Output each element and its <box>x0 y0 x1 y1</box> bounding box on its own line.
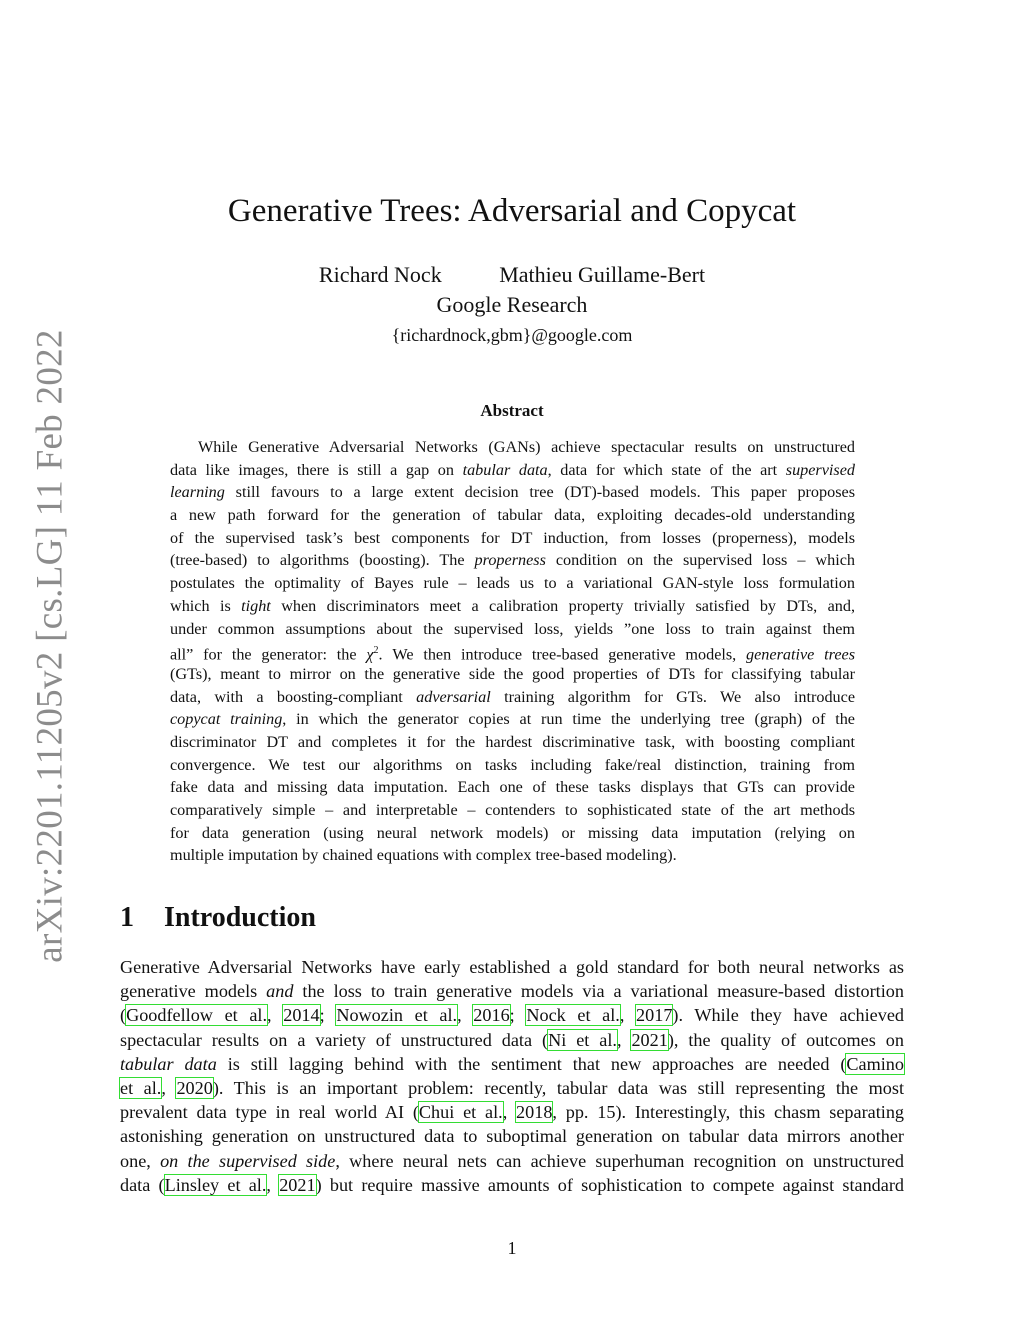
abstract-line: convergence. We test our algorithms on tasks including fake/real distinction, training from <box>170 755 855 774</box>
paragraph-line: one, on the supervised side, where neural nets can achieve superhuman recognition on unstructured <box>120 1150 905 1171</box>
citation-link[interactable]: 2021 <box>279 1174 316 1195</box>
paragraph-line: (Goodfellow et al., 2014; Nowozin et al., 2016; Nock et al., 2017). While they have achieved <box>120 1005 904 1026</box>
citation-link[interactable]: Nock et al. <box>526 1005 620 1026</box>
citation-link[interactable]: 2016 <box>473 1005 510 1026</box>
abstract-line: (tree-based) to algorithms (boosting). The properness condition on the supervised loss – which <box>170 551 855 570</box>
citation-link[interactable]: Nowozin et al. <box>336 1005 458 1026</box>
emphasis-text: tight <box>241 596 271 615</box>
affiliation: Google Research <box>436 292 588 317</box>
section-heading <box>120 900 316 936</box>
paragraph-line: Generative Adversarial Networks have early established a gold standard for both neural networks as <box>120 957 904 977</box>
abstract-line: for data generation (using neural network models) or missing data imputation (relying on <box>170 823 855 842</box>
citation-link[interactable]: 2018 <box>516 1102 553 1123</box>
paragraph-line: et al., 2020). This is an important problem: recently, tabular data was still representing the most <box>120 1077 904 1098</box>
abstract-line: of the supervised task’s best components for DT induction, from losses (properness), models <box>170 528 855 547</box>
page-number: 1 <box>507 1238 517 1258</box>
emphasis-text: tabular data <box>462 460 548 479</box>
emphasis-text: on the supervised side <box>160 1150 336 1171</box>
paragraph-line: prevalent data type in real world AI (Chui et al., 2018, pp. 15). Interestingly, this chasm separating <box>120 1102 905 1123</box>
paragraph-line: data (Linsley et al., 2021) but require massive amounts of sophistication to compete against standard <box>120 1174 904 1195</box>
emphasis-text: χ <box>366 645 374 664</box>
abstract-line: which is tight when discriminators meet a calibration property trivially satisfied by DTs, and, <box>170 596 855 615</box>
introduction-body <box>120 955 904 1197</box>
emphasis-text: learning <box>170 483 225 502</box>
citation-link[interactable]: Ni et al. <box>548 1029 617 1050</box>
author-name: Mathieu Guillame-Bert <box>499 262 706 287</box>
emphasis-text: tabular data <box>120 1053 217 1074</box>
emphasis-text: and <box>266 981 294 1002</box>
abstract-line: postulates the optimality of Bayes rule – leads us to a variational GAN-style loss formulation <box>170 574 855 593</box>
arxiv-identifier: arXiv:2201.11205v2 [cs.LG] 11 Feb 2022 <box>29 329 71 963</box>
emphasis-text: supervised <box>785 460 855 479</box>
abstract-line: fake data and missing data imputation. Each one of these tasks displays that GTs can provide <box>170 778 855 797</box>
citation-link[interactable]: Camino <box>846 1053 904 1074</box>
citation-link[interactable]: 2020 <box>176 1077 213 1098</box>
superscript: 2 <box>373 645 379 657</box>
abstract-line: learning still favours to a large extent decision tree (DT)-based models. This paper proposes <box>170 483 855 502</box>
author-name: Richard Nock <box>318 262 442 287</box>
abstract-line: data, with a boosting-compliant adversarial training algorithm for GTs. We also introduce <box>170 687 855 706</box>
abstract-line: discriminator DT and completes it for the hardest discriminative task, with boosting compliant <box>170 732 855 751</box>
section-title: Introduction <box>164 902 316 933</box>
author-email: {richardnock,gbm}@google.com <box>391 325 633 345</box>
abstract-line: a new path forward for the generation of tabular data, exploiting decades-old understanding <box>170 506 855 525</box>
emphasis-text: properness <box>474 551 546 570</box>
abstract-line: copycat training, in which the generator copies at run time the underlying tree (graph) of the <box>170 710 855 729</box>
abstract-line: comparatively simple – and interpretable – contenders to sophisticated state of the art methods <box>170 801 855 819</box>
emphasis-text: adversarial <box>416 687 491 706</box>
paper-title: Generative Trees: Adversarial and Copycat <box>227 193 797 229</box>
paragraph-line: tabular data is still lagging behind with the sentiment that new approaches are needed (Camino <box>120 1053 904 1074</box>
author-list <box>0 260 1024 290</box>
citation-link[interactable]: Linsley et al. <box>164 1174 267 1195</box>
paragraph-line: astonishing generation on unstructured data to suboptimal generation on tabular data mirrors another <box>120 1126 904 1147</box>
abstract-heading: Abstract <box>480 401 544 420</box>
abstract-body <box>170 436 855 867</box>
paragraph-line: generative models and the loss to train generative models via a variational measure-based distortion <box>120 981 904 1002</box>
section-number: 1 <box>120 902 134 933</box>
citation-link[interactable]: 2021 <box>631 1029 668 1050</box>
abstract-line: While Generative Adversarial Networks (GANs) achieve spectacular results on unstructured <box>198 438 855 456</box>
paragraph-line: spectacular results on a variety of unstructured data (Ni et al., 2021), the quality of outcomes on <box>120 1029 904 1050</box>
citation-link[interactable]: Goodfellow et al. <box>126 1005 268 1026</box>
abstract-line: multiple imputation by chained equations with complex tree-based modeling). <box>170 846 677 865</box>
abstract-line: (GTs), meant to mirror on the generative side the good properties of DTs for classifying tabular <box>170 664 855 683</box>
abstract-line: data like images, there is still a gap on tabular data, data for which state of the art supervised <box>170 460 855 479</box>
abstract-line: all” for the generator: the $\chi^2$. We then introduce tree-based generative models, generative trees <box>170 645 855 664</box>
citation-link[interactable]: et al. <box>120 1077 162 1098</box>
citation-link[interactable]: 2017 <box>636 1005 673 1026</box>
abstract-line: under common assumptions about the supervised loss, yields ”one loss to train against them <box>170 619 855 638</box>
citation-link[interactable]: 2014 <box>283 1005 320 1026</box>
citation-link[interactable]: Chui et al. <box>418 1102 503 1123</box>
emphasis-text: copycat training <box>170 710 283 729</box>
emphasis-text: generative trees <box>746 645 855 664</box>
